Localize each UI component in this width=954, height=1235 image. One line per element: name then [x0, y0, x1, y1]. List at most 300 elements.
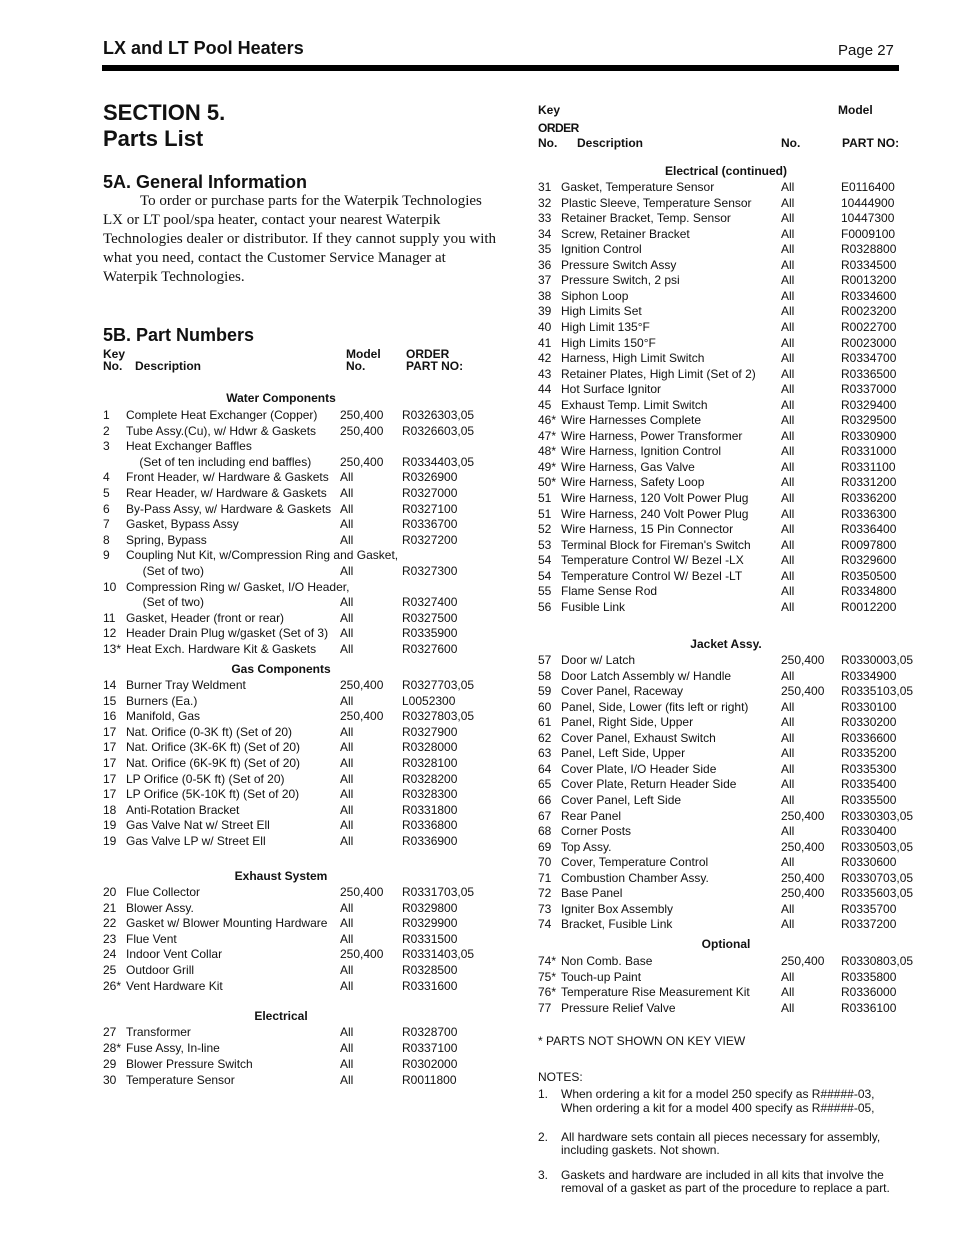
cell-model-no: All — [781, 761, 795, 776]
cell-part-no: R0334900 — [841, 668, 897, 683]
cell-key-no: 9 — [103, 548, 110, 563]
cell-model-no: All — [340, 978, 354, 993]
cell-description: Pressure Relief Valve — [561, 1000, 676, 1015]
cell-key-no: 42 — [538, 351, 552, 366]
cell-key-no: 61 — [538, 715, 552, 730]
cell-key-no: 77 — [538, 1000, 552, 1015]
cell-part-no: R0335800 — [841, 969, 897, 984]
cell-part-no: R0330303,05 — [841, 808, 914, 823]
header-title: LX and LT Pool Heaters — [103, 38, 304, 58]
cell-key-no: 33 — [538, 211, 552, 226]
cell-description: Transformer — [126, 1025, 191, 1039]
cell-key-no: 18 — [103, 802, 117, 817]
section-heading: Jacket Assy. — [690, 637, 762, 651]
cell-key-no: 14 — [103, 678, 117, 692]
cell-key-no: 23 — [103, 931, 117, 946]
cell-description: (Set of ten including end baffles) — [126, 454, 312, 469]
cell-part-no: R0330003,05 — [841, 653, 914, 667]
cell-description: Cover Panel, Left Side — [561, 792, 682, 807]
cell-model-no: 250,400 — [340, 454, 384, 469]
section-heading: Electrical — [254, 1009, 308, 1023]
cell-part-no: R0331000 — [841, 444, 897, 459]
cell-model-no: 250,400 — [781, 870, 825, 885]
cell-part-no: R0330200 — [841, 715, 897, 730]
cell-part-no: R0336600 — [841, 730, 897, 745]
cell-part-no: R0336700 — [402, 517, 458, 532]
header-rule — [102, 65, 899, 71]
cell-part-no: R0330803,05 — [841, 954, 914, 968]
cell-key-no: 1 — [103, 408, 110, 422]
cell-description: Gasket, Bypass Assy — [126, 517, 239, 532]
cell-part-no: R0329400 — [841, 397, 897, 412]
cell-description: Harness, High Limit Switch — [561, 351, 705, 366]
cell-description: Wire Harness, 240 Volt Power Plug — [561, 506, 749, 521]
cell-part-no: R0327600 — [402, 642, 458, 656]
cell-model-no: All — [781, 917, 795, 932]
cell-key-no: 57 — [538, 653, 552, 667]
note-2-number: 2. — [538, 1130, 549, 1144]
cell-model-no: All — [340, 818, 354, 833]
cell-description: Door w/ Latch — [561, 653, 636, 667]
cell-model-no: All — [781, 459, 795, 474]
cell-key-no: 6 — [103, 501, 110, 516]
footnote: * PARTS NOT SHOWN ON KEY VIEW — [538, 1034, 746, 1048]
cell-description: Wire Harness, Ignition Control — [561, 444, 722, 459]
cell-part-no: R0329900 — [402, 916, 458, 931]
cell-model-no: All — [340, 610, 354, 625]
cell-model-no: All — [781, 257, 795, 272]
cell-model-no: All — [340, 1057, 354, 1071]
cell-model-no: 250,400 — [340, 885, 384, 899]
cell-model-no: All — [340, 802, 354, 817]
cell-description: Heat Exchanger Baffles — [126, 439, 252, 454]
cell-key-no: 12 — [103, 626, 117, 641]
cell-description: Temperature Sensor — [126, 1073, 235, 1087]
cell-description: Rear Panel — [561, 808, 622, 823]
cell-description: Indoor Vent Collar — [126, 947, 223, 962]
cell-key-no: 10 — [103, 579, 117, 594]
cell-model-no: All — [781, 351, 795, 366]
cell-description: Temperature Control W/ Bezel -LT — [561, 568, 743, 583]
cell-part-no: R0327300 — [402, 564, 458, 578]
cell-key-no: 39 — [538, 304, 552, 319]
cell-key-no: 17 — [103, 756, 117, 770]
cell-key-no: 37 — [538, 273, 552, 288]
cell-key-no: 73 — [538, 901, 552, 916]
cell-description: Burners (Ea.) — [126, 693, 198, 708]
cell-description: Front Header, w/ Hardware & Gaskets — [126, 470, 329, 485]
cell-description: Door Latch Assembly w/ Handle — [561, 668, 732, 683]
cell-part-no: R0335400 — [841, 777, 897, 792]
cell-model-no: All — [781, 288, 795, 303]
cell-part-no: R0334500 — [841, 257, 897, 272]
cell-part-no: R0331403,05 — [402, 947, 475, 962]
cell-key-no: 7 — [103, 517, 110, 532]
cell-model-no: All — [340, 642, 354, 656]
cell-key-no: 50* — [538, 475, 557, 490]
cell-key-no: 76* — [538, 985, 557, 1000]
cell-description: Cover, Temperature Control — [561, 855, 709, 870]
cell-part-no: R0327803,05 — [402, 709, 475, 724]
cell-model-no: All — [340, 834, 354, 848]
cell-part-no: 10447300 — [841, 211, 895, 226]
cell-key-no: 4 — [103, 470, 110, 485]
cell-description: Flame Sense Rod — [561, 584, 658, 599]
cell-part-no: R0023000 — [841, 335, 897, 350]
cell-key-no: 17 — [103, 787, 117, 802]
note-3-line2: removal of a gasket as part of the procedure to replace a part. — [561, 1181, 890, 1195]
cell-key-no: 36 — [538, 257, 552, 272]
cell-part-no: R0330100 — [841, 699, 897, 714]
cell-key-no: 31 — [538, 180, 552, 194]
cell-key-no: 74* — [538, 954, 557, 968]
cell-model-no: 250,400 — [340, 709, 384, 724]
note-3-line1: Gaskets and hardware are included in all kits that involve the — [561, 1168, 884, 1182]
cell-key-no: 62 — [538, 730, 552, 745]
cell-key-no: 20 — [103, 885, 117, 899]
cell-description: Burner Tray Weldment — [126, 678, 246, 692]
cell-key-no: 24 — [103, 947, 117, 962]
cell-model-no: All — [781, 335, 795, 350]
cell-part-no: R0327900 — [402, 724, 458, 739]
cell-model-no: All — [781, 444, 795, 459]
cell-description: Bracket, Fusible Link — [561, 917, 673, 932]
cell-part-no: R0336200 — [841, 491, 897, 505]
general-info-paragraph: To order or purchase parts for the Waterpik Technologies LX or LT pool/spa heater, contact your nearest Waterpik Technologies dealer or distributor. If they cannot supply you with what you need, contact the Customer Service Manager at Waterpik Technologies. — [103, 193, 497, 285]
right-header-no: No. — [538, 136, 558, 150]
cell-description: Terminal Block for Fireman's Switch — [561, 537, 751, 552]
cell-description: Wire Harnesses Complete — [561, 413, 702, 428]
cell-key-no: 46* — [538, 413, 557, 428]
cell-model-no: All — [781, 180, 795, 194]
cell-part-no: R0302000 — [402, 1057, 458, 1071]
cell-key-no: 22 — [103, 916, 117, 931]
cell-part-no: R0335900 — [402, 626, 458, 641]
cell-model-no: All — [781, 319, 795, 334]
section-heading: Exhaust System — [234, 869, 328, 883]
cell-key-no: 11 — [103, 610, 116, 625]
section-heading: Electrical (continued) — [664, 164, 788, 178]
cell-key-no: 45 — [538, 397, 552, 412]
cell-part-no: R0334800 — [841, 584, 897, 599]
cell-part-no: R0350500 — [841, 568, 897, 583]
cell-description: Wire Harness, 15 Pin Connector — [561, 522, 734, 537]
cell-model-no: All — [781, 730, 795, 745]
cell-model-no: All — [781, 242, 795, 257]
cell-description: Screw, Retainer Bracket — [561, 226, 690, 241]
cell-model-no: All — [781, 537, 795, 552]
cell-key-no: 70 — [538, 855, 552, 870]
cell-description: Temperature Control W/ Bezel -LX — [561, 553, 744, 568]
cell-description: Gasket, Temperature Sensor — [561, 180, 715, 194]
cell-part-no: R0336400 — [841, 522, 897, 537]
cell-key-no: 74 — [538, 917, 552, 932]
cell-part-no: R0328200 — [402, 771, 458, 786]
cell-model-no: 250,400 — [781, 886, 825, 901]
cell-key-no: 65 — [538, 777, 552, 792]
cell-key-no: 49* — [538, 459, 557, 474]
cell-model-no: All — [781, 746, 795, 761]
cell-part-no: L0052300 — [402, 693, 456, 708]
cell-part-no: R0328300 — [402, 787, 458, 802]
cell-key-no: 68 — [538, 824, 552, 839]
cell-part-no: R0329800 — [402, 900, 458, 915]
cell-model-no: All — [781, 553, 795, 568]
cell-description: Tube Assy.(Cu), w/ Hdwr & Gaskets — [126, 423, 317, 438]
cell-key-no: 38 — [538, 288, 552, 303]
cell-key-no: 55 — [538, 584, 552, 599]
cell-part-no: R0328000 — [402, 740, 458, 755]
cell-model-no: All — [781, 584, 795, 599]
cell-part-no: R0331200 — [841, 475, 897, 490]
cell-part-no: R0331703,05 — [402, 885, 475, 899]
cell-part-no: R0328100 — [402, 756, 458, 770]
cell-key-no: 52 — [538, 522, 552, 537]
left-header-order-line2: PART NO: — [406, 359, 464, 373]
cell-model-no: All — [781, 792, 795, 807]
cell-model-no: All — [781, 397, 795, 412]
note-1-number: 1. — [538, 1087, 549, 1101]
section-heading: Optional — [701, 937, 751, 951]
cell-key-no: 56 — [538, 599, 552, 614]
cell-key-no: 32 — [538, 195, 552, 210]
cell-model-no: All — [781, 985, 795, 1000]
cell-description: Igniter Box Assembly — [561, 901, 674, 916]
cell-model-no: All — [781, 715, 795, 730]
cell-key-no: 48* — [538, 444, 557, 459]
cell-key-no: 72 — [538, 886, 552, 901]
cell-model-no: All — [781, 475, 795, 490]
cell-part-no: R0329600 — [841, 553, 897, 568]
cell-description: Gasket, Header (front or rear) — [126, 610, 285, 625]
cell-part-no: F0009100 — [841, 226, 896, 241]
cell-part-no: R0327500 — [402, 610, 458, 625]
general-info-heading: 5A. General Information — [103, 172, 308, 192]
cell-part-no: R0336800 — [402, 818, 458, 833]
cell-model-no: All — [781, 226, 795, 241]
cell-part-no: R0334600 — [841, 288, 897, 303]
cell-model-no: All — [781, 1000, 795, 1015]
cell-key-no: 54 — [538, 553, 552, 568]
cell-description: Nat. Orifice (3K-6K ft) (Set of 20) — [126, 740, 301, 755]
cell-key-no: 43 — [538, 366, 552, 381]
left-header-model — [346, 348, 381, 372]
cell-part-no: R0011800 — [402, 1073, 457, 1087]
cell-description: High Limits 150°F — [561, 335, 656, 350]
cell-part-no: R0328500 — [402, 963, 458, 977]
cell-description: Flue Collector — [126, 885, 201, 899]
left-header-order-line1: ORDER — [406, 347, 450, 361]
cell-description: Corner Posts — [561, 824, 632, 839]
cell-description: Wire Harness, 120 Volt Power Plug — [561, 491, 749, 505]
cell-part-no: R0012200 — [841, 599, 897, 614]
cell-model-no: All — [781, 273, 795, 288]
cell-part-no: R0335200 — [841, 746, 897, 761]
cell-description: (Set of two) — [126, 595, 205, 610]
left-header-key-line1: Key — [103, 347, 126, 361]
cell-model-no: All — [781, 506, 795, 521]
cell-description: Nat. Orifice (0-3K ft) (Set of 20) — [126, 724, 293, 739]
cell-part-no: R0334403,05 — [402, 454, 475, 469]
cell-part-no: R0334700 — [841, 351, 897, 366]
cell-description: Anti-Rotation Bracket — [126, 802, 240, 817]
cell-key-no: 17 — [103, 771, 117, 786]
cell-model-no: All — [340, 771, 354, 786]
cell-model-no: All — [781, 195, 795, 210]
cell-description: Plastic Sleeve, Temperature Sensor — [561, 195, 752, 210]
cell-part-no: R0329500 — [841, 413, 897, 428]
cell-model-no: 250,400 — [340, 408, 384, 422]
cell-description: Panel, Side, Lower (fits left or right) — [561, 699, 749, 714]
cell-model-no: All — [781, 599, 795, 614]
cell-model-no: All — [781, 969, 795, 984]
cell-key-no: 34 — [538, 226, 552, 241]
cell-part-no: R0097800 — [841, 537, 897, 552]
cell-description: Cover Panel, Exhaust Switch — [561, 730, 716, 745]
cell-key-no: 17 — [103, 724, 117, 739]
cell-model-no: All — [340, 532, 354, 547]
cell-key-no: 35 — [538, 242, 552, 257]
note-2-line1: All hardware sets contain all pieces necessary for assembly, — [561, 1130, 881, 1144]
cell-description: Header Drain Plug w/gasket (Set of 3) — [126, 626, 329, 641]
cell-key-no: 13* — [103, 642, 122, 656]
cell-model-no: All — [781, 777, 795, 792]
note-2-line2: including gaskets. Not shown. — [561, 1143, 720, 1157]
cell-part-no: R0336000 — [841, 985, 897, 1000]
part-numbers-heading: 5B. Part Numbers — [103, 325, 255, 345]
cell-part-no: R0023200 — [841, 304, 897, 319]
cell-part-no: R0327703,05 — [402, 678, 475, 692]
cell-key-no: 71 — [538, 870, 552, 885]
cell-description: Exhaust Temp. Limit Switch — [561, 397, 708, 412]
cell-key-no: 53 — [538, 537, 552, 552]
cell-part-no: R0331100 — [841, 459, 896, 474]
cell-model-no: All — [781, 824, 795, 839]
cell-key-no: 54 — [538, 568, 552, 583]
cell-part-no: R0331600 — [402, 978, 458, 993]
cell-model-no: 250,400 — [781, 954, 825, 968]
note-1-line2: When ordering a kit for a model 400 specify as R#####-05, — [561, 1101, 875, 1115]
left-header-key — [103, 348, 125, 372]
section-heading: Water Components — [226, 391, 336, 405]
cell-model-no: 250,400 — [340, 423, 384, 438]
cell-model-no: All — [781, 428, 795, 443]
right-header-model-no: No. — [781, 136, 801, 150]
left-header-key-line2: No. — [103, 359, 123, 373]
cell-description: Coupling Nut Kit, w/Compression Ring and Gasket, — [126, 548, 399, 563]
right-header-key: Key — [538, 103, 561, 117]
cell-key-no: 5 — [103, 486, 110, 500]
cell-key-no: 59 — [538, 684, 552, 699]
cell-description: High Limits Set — [561, 304, 642, 319]
cell-description: Panel, Right Side, Upper — [561, 715, 694, 730]
cell-model-no: 250,400 — [781, 839, 825, 854]
cell-model-no: All — [340, 756, 354, 770]
cell-model-no: All — [340, 1025, 354, 1039]
cell-model-no: 250,400 — [781, 653, 825, 667]
left-header-order — [406, 348, 463, 372]
cell-model-no: All — [781, 568, 795, 583]
cell-key-no: 41 — [538, 335, 552, 350]
cell-description: Manifold, Gas — [126, 709, 201, 724]
note-1-line1: When ordering a kit for a model 250 specify as R#####-03, — [561, 1087, 875, 1101]
cell-part-no: E0116400 — [841, 180, 895, 194]
right-header-model: Model — [838, 103, 873, 117]
cell-model-no: 250,400 — [781, 808, 825, 823]
cell-model-no: All — [340, 916, 354, 931]
cell-description: By-Pass Assy, w/ Hardware & Gaskets — [126, 501, 332, 516]
cell-part-no: R0327100 — [402, 501, 458, 516]
cell-description: Blower Assy. — [126, 900, 194, 915]
cell-description: Gas Valve Nat w/ Street Ell — [126, 818, 270, 833]
cell-part-no: R0335700 — [841, 901, 897, 916]
cell-key-no: 25 — [103, 963, 117, 977]
cell-description: Base Panel — [561, 886, 623, 901]
cell-key-no: 30 — [103, 1073, 117, 1087]
cell-part-no: R0326603,05 — [402, 423, 475, 438]
cell-key-no: 2 — [103, 423, 110, 438]
cell-part-no: R0331500 — [402, 931, 458, 946]
cell-description: Pressure Switch, 2 psi — [561, 273, 680, 288]
cell-part-no: R0336300 — [841, 506, 897, 521]
right-header-description: Description — [577, 136, 644, 150]
section-title — [103, 100, 225, 152]
cell-description: Gas Valve LP w/ Street Ell — [126, 834, 266, 848]
cell-part-no: R0335500 — [841, 792, 897, 807]
cell-description: Fuse Assy, In-line — [126, 1041, 220, 1055]
cell-key-no: 27 — [103, 1025, 117, 1039]
cell-part-no: R0337100 — [402, 1041, 458, 1055]
cell-part-no: R0327000 — [402, 486, 458, 500]
cell-part-no: R0326303,05 — [402, 408, 475, 422]
cell-part-no: R0022700 — [841, 319, 897, 334]
cell-model-no: All — [340, 501, 354, 516]
cell-model-no: All — [781, 522, 795, 537]
cell-model-no: All — [340, 900, 354, 915]
cell-key-no: 19 — [103, 834, 117, 848]
cell-part-no: R0330600 — [841, 855, 897, 870]
page-number: Page 27 — [838, 42, 894, 59]
cell-model-no: All — [781, 668, 795, 683]
cell-description: Retainer Bracket, Temp. Sensor — [561, 211, 731, 226]
cell-key-no: 66 — [538, 792, 552, 807]
cell-part-no: R0328700 — [402, 1025, 458, 1039]
left-header-model-line2: No. — [346, 359, 366, 373]
cell-part-no: R0337200 — [841, 917, 897, 932]
cell-key-no: 51 — [538, 491, 552, 505]
cell-key-no: 69 — [538, 839, 552, 854]
cell-model-no: All — [781, 211, 795, 226]
cell-key-no: 75* — [538, 969, 557, 984]
cell-model-no: All — [340, 517, 354, 532]
cell-description: Panel, Left Side, Upper — [561, 746, 686, 761]
cell-model-no: All — [340, 787, 354, 802]
cell-key-no: 3 — [103, 439, 110, 454]
cell-part-no: 10444900 — [841, 195, 895, 210]
cell-key-no: 60 — [538, 699, 552, 714]
cell-description: LP Orifice (5K-10K ft) (Set of 20) — [126, 787, 300, 802]
cell-description: (Set of two) — [126, 564, 205, 578]
cell-key-no: 17 — [103, 740, 117, 755]
cell-description: Blower Pressure Switch — [126, 1057, 253, 1071]
section-heading: Gas Components — [231, 662, 331, 676]
cell-model-no: All — [340, 1041, 354, 1055]
cell-part-no: R0335103,05 — [841, 684, 914, 699]
cell-description: Cover Plate, I/O Header Side — [561, 761, 717, 776]
cell-model-no: All — [781, 366, 795, 381]
cell-part-no: R0330900 — [841, 428, 897, 443]
cell-description: High Limit 135°F — [561, 319, 650, 334]
